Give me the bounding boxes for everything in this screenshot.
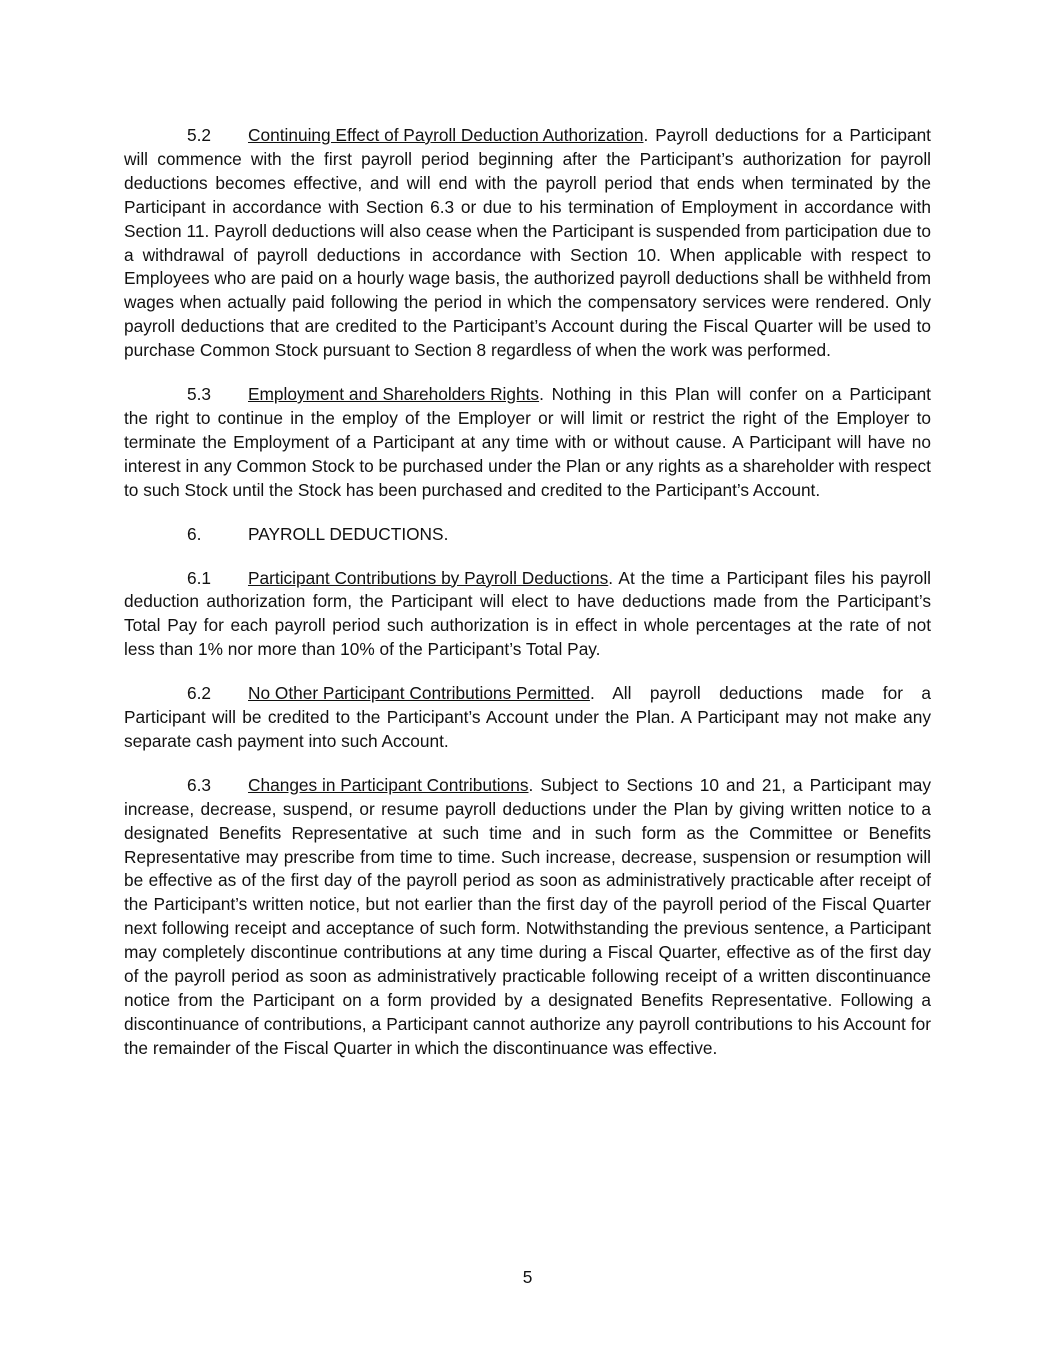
paragraph-body: . All payroll deductions made for a Participant will be credited to the Participant’s Account under the Plan. A Participant may not make any separate cash payment into such Account. bbox=[124, 683, 931, 751]
paragraph-heading: Continuing Effect of Payroll Deduction Authorization bbox=[248, 125, 644, 145]
section-number: 6. bbox=[187, 523, 202, 544]
paragraph-heading: Employment and Shareholders Rights bbox=[248, 384, 540, 405]
paragraph-6-3 bbox=[124, 774, 931, 1061]
paragraph-number: 5.3 bbox=[187, 384, 212, 405]
paragraph-5-3 bbox=[124, 383, 931, 503]
paragraph-5-2 bbox=[124, 124, 931, 363]
paragraph-heading: Participant Contributions by Payroll Deductions bbox=[248, 567, 609, 588]
paragraph-number: 6.1 bbox=[187, 567, 212, 588]
paragraph-body: . Nothing in this Plan will confer on a Participant the right to continue in the employ of the Employer or will limit or restrict the right of the Employer to terminate the Employment of a Participant at any time with or without cause. A Participant will have no interest in any Common Stock to be purchased under the Plan or any rights as a shareholder with respect to such Stock until the Stock has been purchased and credited to the Participant’s Account. bbox=[124, 384, 931, 500]
paragraph-6-2 bbox=[124, 682, 931, 754]
paragraph-body: . Subject to Sections 10 and 21, a Participant may increase, decrease, suspend, or resume payroll deductions under the Plan by giving written notice to a designated Benefits Representative at such time and in such form as the Committee or Benefits Representative may prescribe from time to time. Such increase, decrease, suspension or resumption will be effective as of the first day of the payroll period as soon as administratively practicable after receipt of the Participant’s written notice, but not earlier than the first day of the payroll period of the Fiscal Quarter next following receipt and acceptance of such form. Notwithstanding the previous sentence, a Participant may completely discontinue contributions at any time during a Fiscal Quarter, effective as of the first day of the payroll period as soon as administratively practicable following receipt of a written discontinuance notice from the Participant on a form provided by a designated Benefits Representative. Following a discontinuance of contributions, a Participant cannot authorize any payroll contributions to his Account for the remainder of the Fiscal Quarter in which the discontinuance was effective. bbox=[124, 774, 931, 1058]
paragraph-heading: No Other Participant Contributions Permitted bbox=[248, 683, 590, 704]
paragraph-body: . Payroll deductions for a Participant will commence with the first payroll period beginning after the Participant’s authorization for payroll deductions becomes effective, and will end with the payroll period that ends when terminated by the Participant in accordance with Section 6.3 or due to his termination of Employment in accordance with Section 11. Payroll deductions will also cease when the Participant is suspended from participation due to a withdrawal of payroll deductions in accordance with Section 10. When applicable with respect to Employees who are paid on a hourly wage basis, the authorized payroll deductions shall be withheld from wages when actually paid following the period in which the compensatory services were rendered. Only payroll deductions that are credited to the Participant’s Account during the Fiscal Quarter will be used to purchase Common Stock pursuant to Section 8 regardless of when the work was performed. bbox=[124, 125, 931, 361]
section-heading-6 bbox=[124, 523, 931, 547]
document-page bbox=[124, 124, 931, 1081]
page-number: 5 bbox=[522, 1267, 533, 1287]
paragraph-heading: Changes in Participant Contributions bbox=[248, 774, 529, 795]
paragraph-6-1 bbox=[124, 567, 931, 663]
paragraph-number: 6.3 bbox=[187, 774, 212, 795]
paragraph-number: 5.2 bbox=[187, 125, 212, 145]
paragraph-body: . At the time a Participant files his payroll deduction authorization form, the Participant will elect to have deductions made from the Participant’s Total Pay for each payroll period such authorization is in effect in whole percentages at the rate of not less than 1% nor more than 10% of the Participant’s Total Pay. bbox=[124, 567, 931, 660]
paragraph-number: 6.2 bbox=[187, 683, 212, 704]
section-title: PAYROLL DEDUCTIONS. bbox=[248, 523, 449, 544]
